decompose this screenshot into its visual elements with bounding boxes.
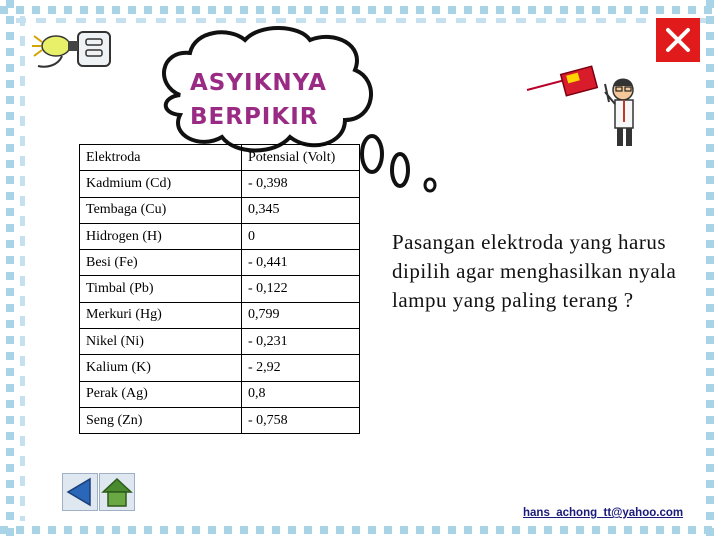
potential-cell: - 0,758 — [242, 407, 360, 433]
electrode-cell: Merkuri (Hg) — [80, 302, 242, 328]
table-row — [80, 171, 360, 197]
potential-cell: - 2,92 — [242, 355, 360, 381]
close-button[interactable] — [656, 18, 700, 62]
student-with-book-icon — [525, 62, 655, 152]
back-button[interactable] — [62, 473, 98, 511]
table-row — [80, 276, 360, 302]
electrode-cell: Timbal (Pb) — [80, 276, 242, 302]
table-row — [80, 250, 360, 276]
potential-cell: - 0,122 — [242, 276, 360, 302]
thought-bubbles — [355, 130, 445, 200]
table-row — [80, 381, 360, 407]
slide-border-top-inner — [16, 18, 706, 23]
potential-cell: 0,8 — [242, 381, 360, 407]
electrode-cell: Kalium (K) — [80, 355, 242, 381]
question-text: Pasangan elektroda yang harus dipilih agar menghasilkan nyala lampu yang paling terang ? — [392, 230, 677, 312]
header-potential: Potensial (Volt) — [242, 145, 360, 171]
electrode-cell: Seng (Zn) — [80, 407, 242, 433]
electrode-cell: Hidrogen (H) — [80, 223, 242, 249]
electrode-cell: Tembaga (Cu) — [80, 197, 242, 223]
header-electrode: Elektroda — [80, 145, 242, 171]
electrode-cell: Besi (Fe) — [80, 250, 242, 276]
table-row — [80, 302, 360, 328]
electrode-potential-table — [79, 144, 360, 434]
slide-border-left-inner — [20, 16, 25, 521]
electrode-cell: Nikel (Ni) — [80, 329, 242, 355]
table-row — [80, 329, 360, 355]
table-row — [80, 197, 360, 223]
potential-cell: - 0,231 — [242, 329, 360, 355]
potential-cell: - 0,441 — [242, 250, 360, 276]
slide-border-bottom — [0, 526, 720, 534]
potential-cell: 0 — [242, 223, 360, 249]
close-icon — [665, 27, 691, 53]
potential-cell: - 0,398 — [242, 171, 360, 197]
author-email-link[interactable]: hans_achong_tt@yahoo.com — [523, 507, 684, 519]
home-button[interactable] — [99, 473, 135, 511]
electrode-cell: Perak (Ag) — [80, 381, 242, 407]
table-row — [80, 407, 360, 433]
home-icon — [100, 474, 134, 510]
table-row — [80, 223, 360, 249]
light-bulb-plug-icon — [28, 26, 114, 72]
slide-border-left — [6, 0, 14, 540]
slide-title-line1: ASYIKNYA — [190, 70, 327, 96]
electrode-cell: Kadmium (Cd) — [80, 171, 242, 197]
slide-title — [190, 66, 350, 134]
potential-cell: 0,345 — [242, 197, 360, 223]
slide-border-top — [0, 6, 720, 14]
table-header-row — [80, 145, 360, 171]
slide-border-right — [706, 0, 714, 540]
back-arrow-icon — [63, 474, 97, 510]
potential-cell: 0,799 — [242, 302, 360, 328]
table-row — [80, 355, 360, 381]
slide-title-line2: BERPIKIR — [190, 104, 319, 130]
